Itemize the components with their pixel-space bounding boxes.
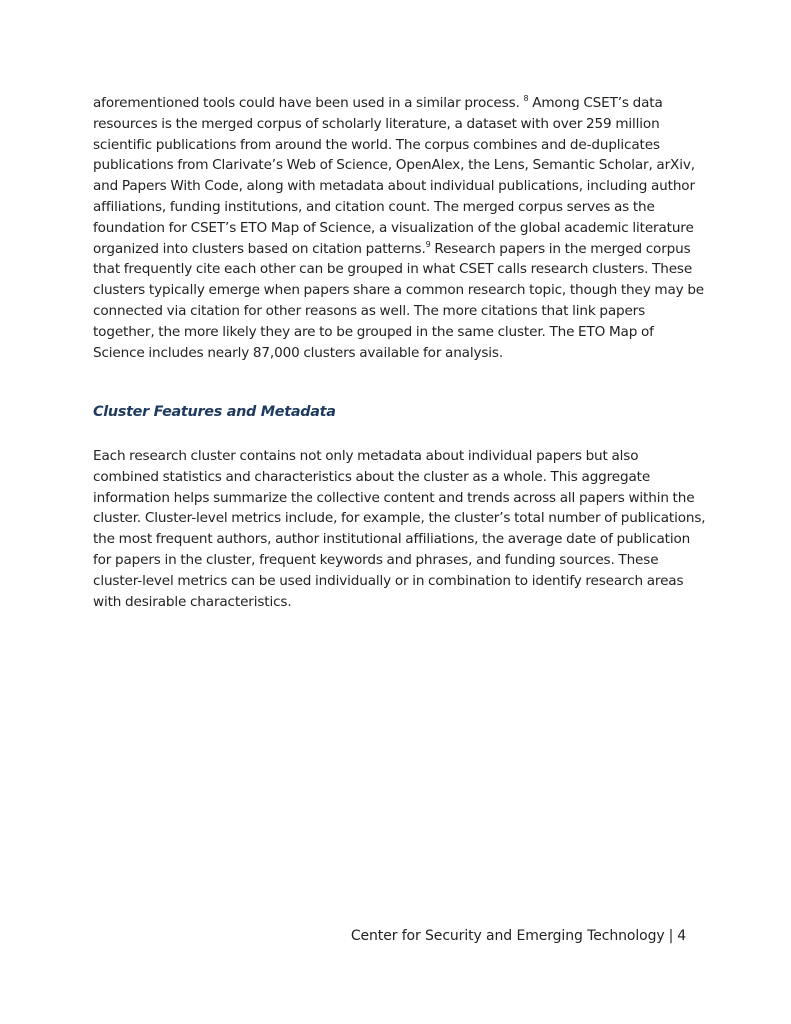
body-paragraph-1 [93,93,707,363]
footer-organization: Center for Security and Emerging Technology [350,928,665,944]
paragraph-1-text-b: Among CSET’s data resources is the merged corpus of scholarly literature, a dataset with over 259 million scientific publications from around the world. The corpus combines and de-duplicates publications from Clarivate’s Web of Science, OpenAlex, the Lens, Semantic Scholar, arXiv, and Papers With Code, along with metadata about individual publications, including author affiliations, funding institutions, and citation count. The merged corpus serves as the foundation for CSET’s ETO Map of Science, a visualization of the global academic literature organized into clusters based on citation patterns. [93,95,695,257]
footer-separator: | [668,928,674,944]
page-footer [351,928,686,944]
footnote-ref-9[interactable]: 9 [425,239,431,249]
footnote-ref-8[interactable]: 8 [523,94,529,103]
page-number: 4 [677,928,686,944]
paragraph-1-text-a: aforementioned tools could have been used in a similar process. [93,95,524,111]
body-paragraph-2: Each research cluster contains not only metadata about individual papers but also combined statistics and characteristics about the cluster as a whole. This aggregate information helps summarize the collective content and trends across all papers within the cluster. Cluster-level metrics include, for example, the cluster’s total number of publications, the most frequent authors, author institutional affiliations, the average date of publication for papers in the cluster, frequent keywords and phrases, and funding sources. These cluster-level metrics can be used individually or in combination to identify research areas with desirable characteristics. [93,448,706,610]
section-heading: Cluster Features and Metadata [93,404,336,420]
paragraph-1-text-c: Research papers in the merged corpus that frequently cite each other can be grouped in what CSET calls research clusters. These clusters typically emerge when papers share a common research topic, though they may be connected via citation for other reasons as well. The more citations that link papers together, the more likely they are to be grouped in the same cluster. The ETO Map of Science includes nearly 87,000 clusters available for analysis. [93,240,705,361]
